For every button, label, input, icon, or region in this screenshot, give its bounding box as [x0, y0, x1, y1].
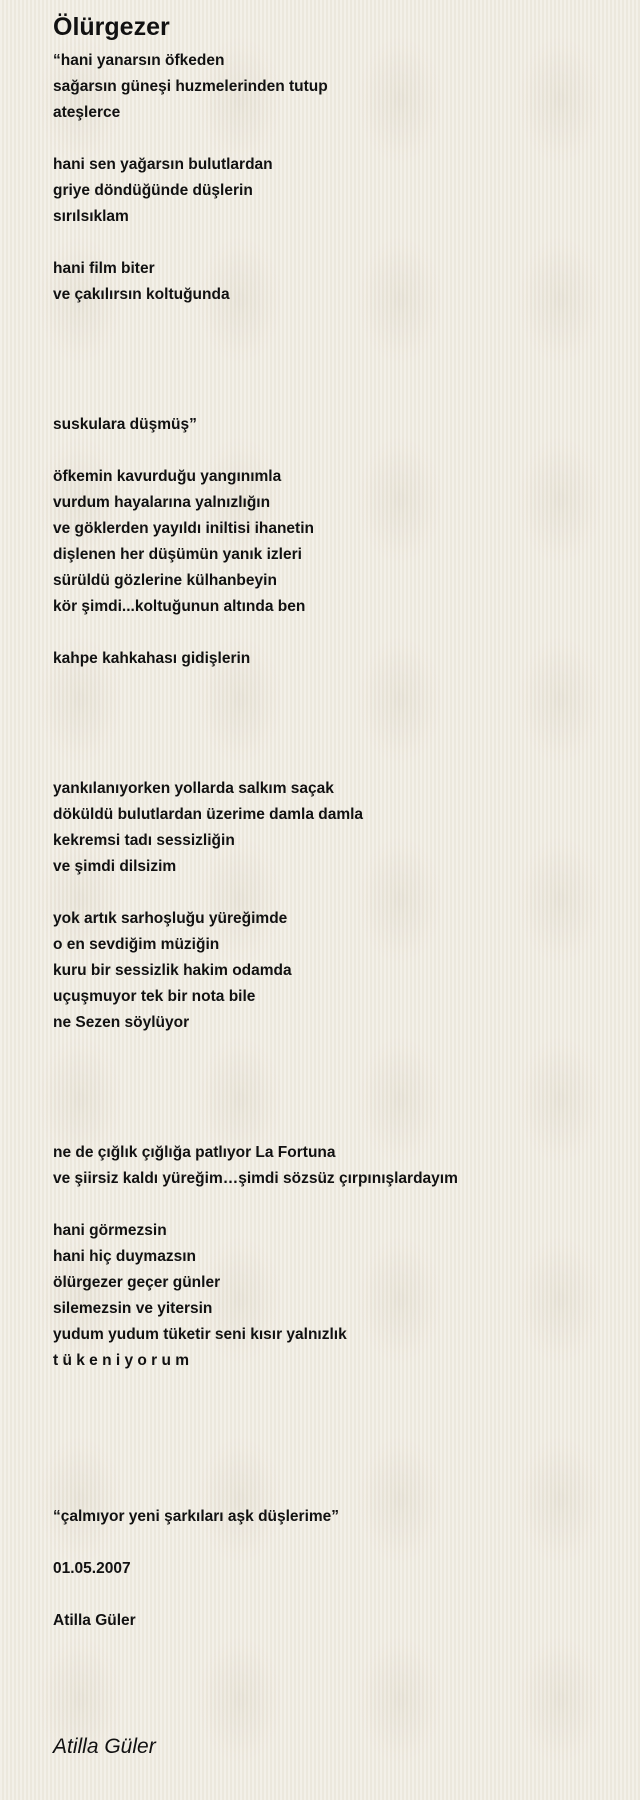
- poem-line: “çalmıyor yeni şarkıları aşk düşlerime”: [53, 1508, 340, 1525]
- poem-blank-line: [53, 1426, 613, 1452]
- poem-line: kör şimdi...koltuğunun altında ben: [53, 598, 306, 615]
- poem-line: kahpe kahkahası gidişlerin: [53, 650, 251, 667]
- poem-line: hani film biter: [53, 260, 155, 277]
- poem-line: hani sen yağarsın bulutlardan: [53, 156, 273, 173]
- poem-line: suskulara düşmüş”: [53, 416, 197, 433]
- poem-blank-line: [53, 386, 613, 412]
- poem-title: Ölürgezer: [53, 13, 170, 41]
- poem-line: öfkemin kavurduğu yangınımla: [53, 468, 282, 485]
- poem-blank-line: [53, 1114, 613, 1140]
- poem-blank-line: [53, 126, 613, 152]
- poem-line: ve göklerden yayıldı iniltisi ihanetin: [53, 520, 314, 537]
- poem-line: ateşlerce: [53, 104, 121, 121]
- poem-blank-line: [53, 1062, 613, 1088]
- poem-blank-line: [53, 1400, 613, 1426]
- poem-line: kekremsi tadı sessizliğin: [53, 832, 235, 849]
- poem-blank-line: [53, 750, 613, 776]
- poem-line: Atilla Güler: [53, 1612, 136, 1629]
- poem-blank-line: [53, 620, 613, 646]
- poem-blank-line: [53, 334, 613, 360]
- poem-blank-line: [53, 1452, 613, 1478]
- poem-line: 01.05.2007: [53, 1560, 131, 1577]
- poem-body: [53, 48, 613, 1634]
- poem-line: t ü k e n i y o r u m: [53, 1352, 190, 1369]
- poem-blank-line: [53, 1036, 613, 1062]
- poem-line: vurdum hayalarına yalnızlığın: [53, 494, 271, 511]
- poem-line: yok artık sarhoşluğu yüreğimde: [53, 910, 288, 927]
- poem-line: ne de çığlık çığlığa patlıyor La Fortuna: [53, 1144, 336, 1161]
- poem-line: silemezsin ve yitersin: [53, 1300, 213, 1317]
- poem-line: griye döndüğünde düşlerin: [53, 182, 253, 199]
- poem-line: sürüldü gözlerine külhanbeyin: [53, 572, 277, 589]
- poem-blank-line: [53, 672, 613, 698]
- poem-line: ve şimdi dilsizim: [53, 858, 177, 875]
- poem-line: o en sevdiğim müziğin: [53, 936, 220, 953]
- poem-line: sırılsıklam: [53, 208, 129, 225]
- poem-line: uçuşmuyor tek bir nota bile: [53, 988, 256, 1005]
- poem-blank-line: [53, 880, 613, 906]
- poem-blank-line: [53, 1582, 613, 1608]
- author-signature: Atilla Güler: [53, 1735, 156, 1758]
- poem-line: yudum yudum tüketir seni kısır yalnızlık: [53, 1326, 347, 1343]
- poem-blank-line: [53, 1374, 613, 1400]
- poem-blank-line: [53, 308, 613, 334]
- poem-page: [53, 10, 613, 1634]
- poem-line: döküldü bulutlardan üzerime damla damla: [53, 806, 364, 823]
- poem-line: yankılanıyorken yollarda salkım saçak: [53, 780, 334, 797]
- poem-line: hani görmezsin: [53, 1222, 167, 1239]
- poem-blank-line: [53, 724, 613, 750]
- poem-blank-line: [53, 1478, 613, 1504]
- poem-blank-line: [53, 698, 613, 724]
- poem-line: “hani yanarsın öfkeden: [53, 52, 225, 69]
- poem-blank-line: [53, 1088, 613, 1114]
- poem-blank-line: [53, 1192, 613, 1218]
- poem-line: hani hiç duymazsın: [53, 1248, 196, 1265]
- poem-line: sağarsın güneşi huzmelerinden tutup: [53, 78, 328, 95]
- poem-line: kuru bir sessizlik hakim odamda: [53, 962, 292, 979]
- poem-blank-line: [53, 1530, 613, 1556]
- poem-blank-line: [53, 230, 613, 256]
- poem-blank-line: [53, 438, 613, 464]
- poem-line: ölürgezer geçer günler: [53, 1274, 221, 1291]
- poem-line: ve şiirsiz kaldı yüreğim…şimdi sözsüz çırpınışlardayım: [53, 1170, 458, 1187]
- poem-blank-line: [53, 360, 613, 386]
- poem-line: ve çakılırsın koltuğunda: [53, 286, 230, 303]
- poem-line: dişlenen her düşümün yanık izleri: [53, 546, 302, 563]
- poem-line: ne Sezen söylüyor: [53, 1014, 190, 1031]
